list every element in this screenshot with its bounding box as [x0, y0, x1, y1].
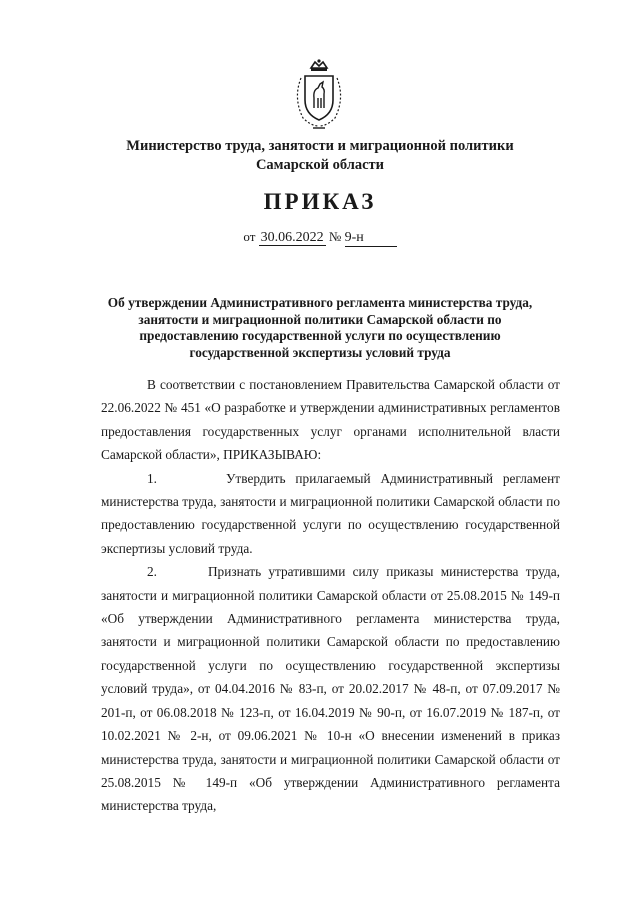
subject-line-1: Об утверждении Административного регламента министерства труда, — [107, 295, 533, 310]
item-2-paragraph: 2. Признать утратившими силу приказы министерства труда, занятости и миграционной политики Самарской области от 25.08.2015 № 149-п «Об утверждении Административного регламента министерства труда, занятости и миграционной политики Самарской области по предоставлению государственной услуги по осуществлению государственной экспертизы условий труда», от 04.04.2016 № 83-п, от 20.02.2017 № 48-п, от 07.09.2017 № 201-п, от 06.08.2018 № 123-п, от 16.04.2019 № 90-п, от 16.07.2019 № 187-п, от 10.02.2021 № 2-н, от 09.06.2021 № 10-н «О внесении изменений в приказ министерства труда, занятости и миграционной политики Самарской области от 25.08.2015 № 149-п «Об утверждении Административного регламента министерства труда, — [101, 564, 560, 814]
samara-coat-of-arms-icon — [287, 58, 351, 132]
item-1-paragraph: 1. Утвердить прилагаемый Административный регламент министерства труда, занятости и миграционной политики Самарской области по предоставлению государственной услуги по осуществлению государственной экспертизы условий труда. — [101, 470, 560, 556]
ministry-name — [80, 137, 560, 175]
date-prefix: от — [243, 229, 256, 244]
order-date-number — [0, 229, 640, 247]
ministry-line-1: Министерство труда, занятости и миграционной политики — [126, 138, 514, 154]
order-subject — [100, 295, 540, 361]
order-body — [101, 373, 560, 818]
order-date: 30.06.2022 — [260, 230, 324, 245]
ministry-line-2: Самарской области — [255, 157, 385, 173]
preamble-paragraph: В соответствии с постановлением Правительства Самарской области от 22.06.2022 № 451 «О разработке и утверждении административных регламентов предоставления государственных услуг органами исполнительной власти Самарской области», ПРИКАЗЫВАЮ: — [101, 377, 560, 463]
subject-line-2: занятости и миграционной политики Самарской области по — [138, 311, 502, 327]
document-title: ПРИКАЗ — [263, 189, 377, 214]
number-prefix: № — [328, 229, 342, 244]
subject-line-3: предоставлению государственной услуги по осуществлению — [139, 328, 501, 343]
subject-line-4: государственной экспертизы условий труда — [189, 344, 451, 360]
order-number: 9-н — [345, 230, 397, 247]
